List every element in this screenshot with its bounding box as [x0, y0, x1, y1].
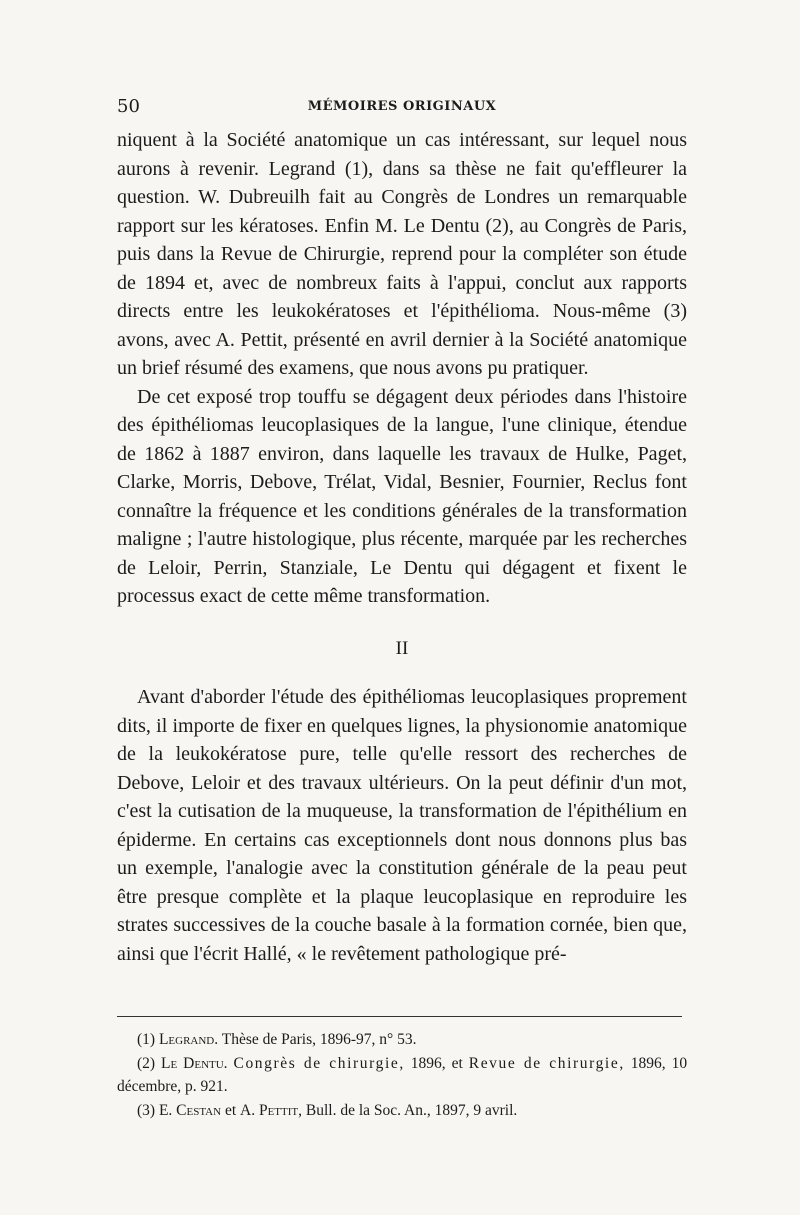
footnote-author: E. Cestan [158, 1101, 222, 1119]
footnote-text: 1896, et [410, 1054, 463, 1072]
footnote-author-2: A. Pettit, [240, 1101, 302, 1119]
footnote-author: Le Dentu. [161, 1054, 228, 1072]
footnote-1 [117, 1028, 687, 1052]
section-numeral: II [395, 637, 409, 659]
footnote-text: et [224, 1101, 237, 1119]
footnote-journal: Congrès de chirurgie, [233, 1054, 405, 1072]
paragraph-3: Avant d'aborder l'étude des épithéliomas leucoplasiques proprement dits, il importe de fixer en quelques lignes, la physionomie anatomique de la leukokératose pure, telle qu'elle ressort des recherches de Debove, Leloir et des travaux ultérieurs. On la peut définir d'un mot, c'est la cutisation de la muqueuse, la transformation de l'épithélium en épiderme. En certains cas exceptionnels dont nous donnons plus bas un exemple, l'analogie avec la constitution générale de la peau peut être presque complète et la plaque leucoplasique en reproduire les strates successives de la couche basale à la formation cornée, bien que, ainsi que l'écrit Hallé, « le revêtement pathologique pré- [117, 686, 687, 965]
footnote-number: (2) [137, 1054, 156, 1072]
body-text [117, 126, 687, 968]
footnote-text-2: Bull. de la Soc. An., 1897, 9 avril. [305, 1101, 518, 1119]
footnote-author: Legrand. [158, 1031, 219, 1048]
paragraph-1: niquent à la Société anatomique un cas intéressant, sur lequel nous aurons à revenir. Legrand (1), dans sa thèse ne fait qu'effleurer la question. W. Dubreuilh fait au Congrès de Londres un remarquable rapport sur les kératoses. Enfin M. Le Dentu (2), au Congrès de Paris, puis dans la Revue de Chirurgie, reprend pour la compléter son étude de 1894 et, avec de nombreux faits à l'appui, conclut aux rapports directs entre les leukokératoses et l'épithélioma. Nous-même (3) avons, avec A. Pettit, présenté en avril dernier à la Société anatomique un brief résumé des examens, que nous avons pu pratiquer. [117, 129, 687, 379]
footnote-text: Thèse de Paris, 1896-97, n° 53. [221, 1031, 417, 1048]
footnote-journal-2: Revue de chirurgie, [468, 1054, 625, 1072]
footnote-2 [117, 1052, 687, 1099]
footnote-number: (1) [137, 1031, 156, 1048]
footnotes [117, 1028, 687, 1122]
page-number: 50 [117, 96, 140, 117]
page-header [117, 96, 687, 126]
running-title: MÉMOIRES ORIGINAUX [307, 99, 497, 114]
footnote-rule [117, 1016, 682, 1017]
footnote-text-2: 1896, 10 décembre, p. 921. [117, 1054, 688, 1095]
paragraph-2: De cet exposé trop touffu se dégagent deux périodes dans l'histoire des épithéliomas leucoplasiques de la langue, l'une clinique, étendue de 1862 à 1887 environ, dans laquelle les travaux de Hulke, Paget, Clarke, Morris, Debove, Trélat, Vidal, Besnier, Fournier, Reclus font connaître la fréquence et les conditions générales de la transformation maligne ; l'autre histologique, plus récente, marquée par les recherches de Leloir, Perrin, Stanziale, Le Dentu qui dégagent et fixent le processus exact de cette même transformation. [117, 385, 687, 607]
footnote-number: (3) [137, 1101, 156, 1119]
footnote-3 [117, 1099, 687, 1123]
